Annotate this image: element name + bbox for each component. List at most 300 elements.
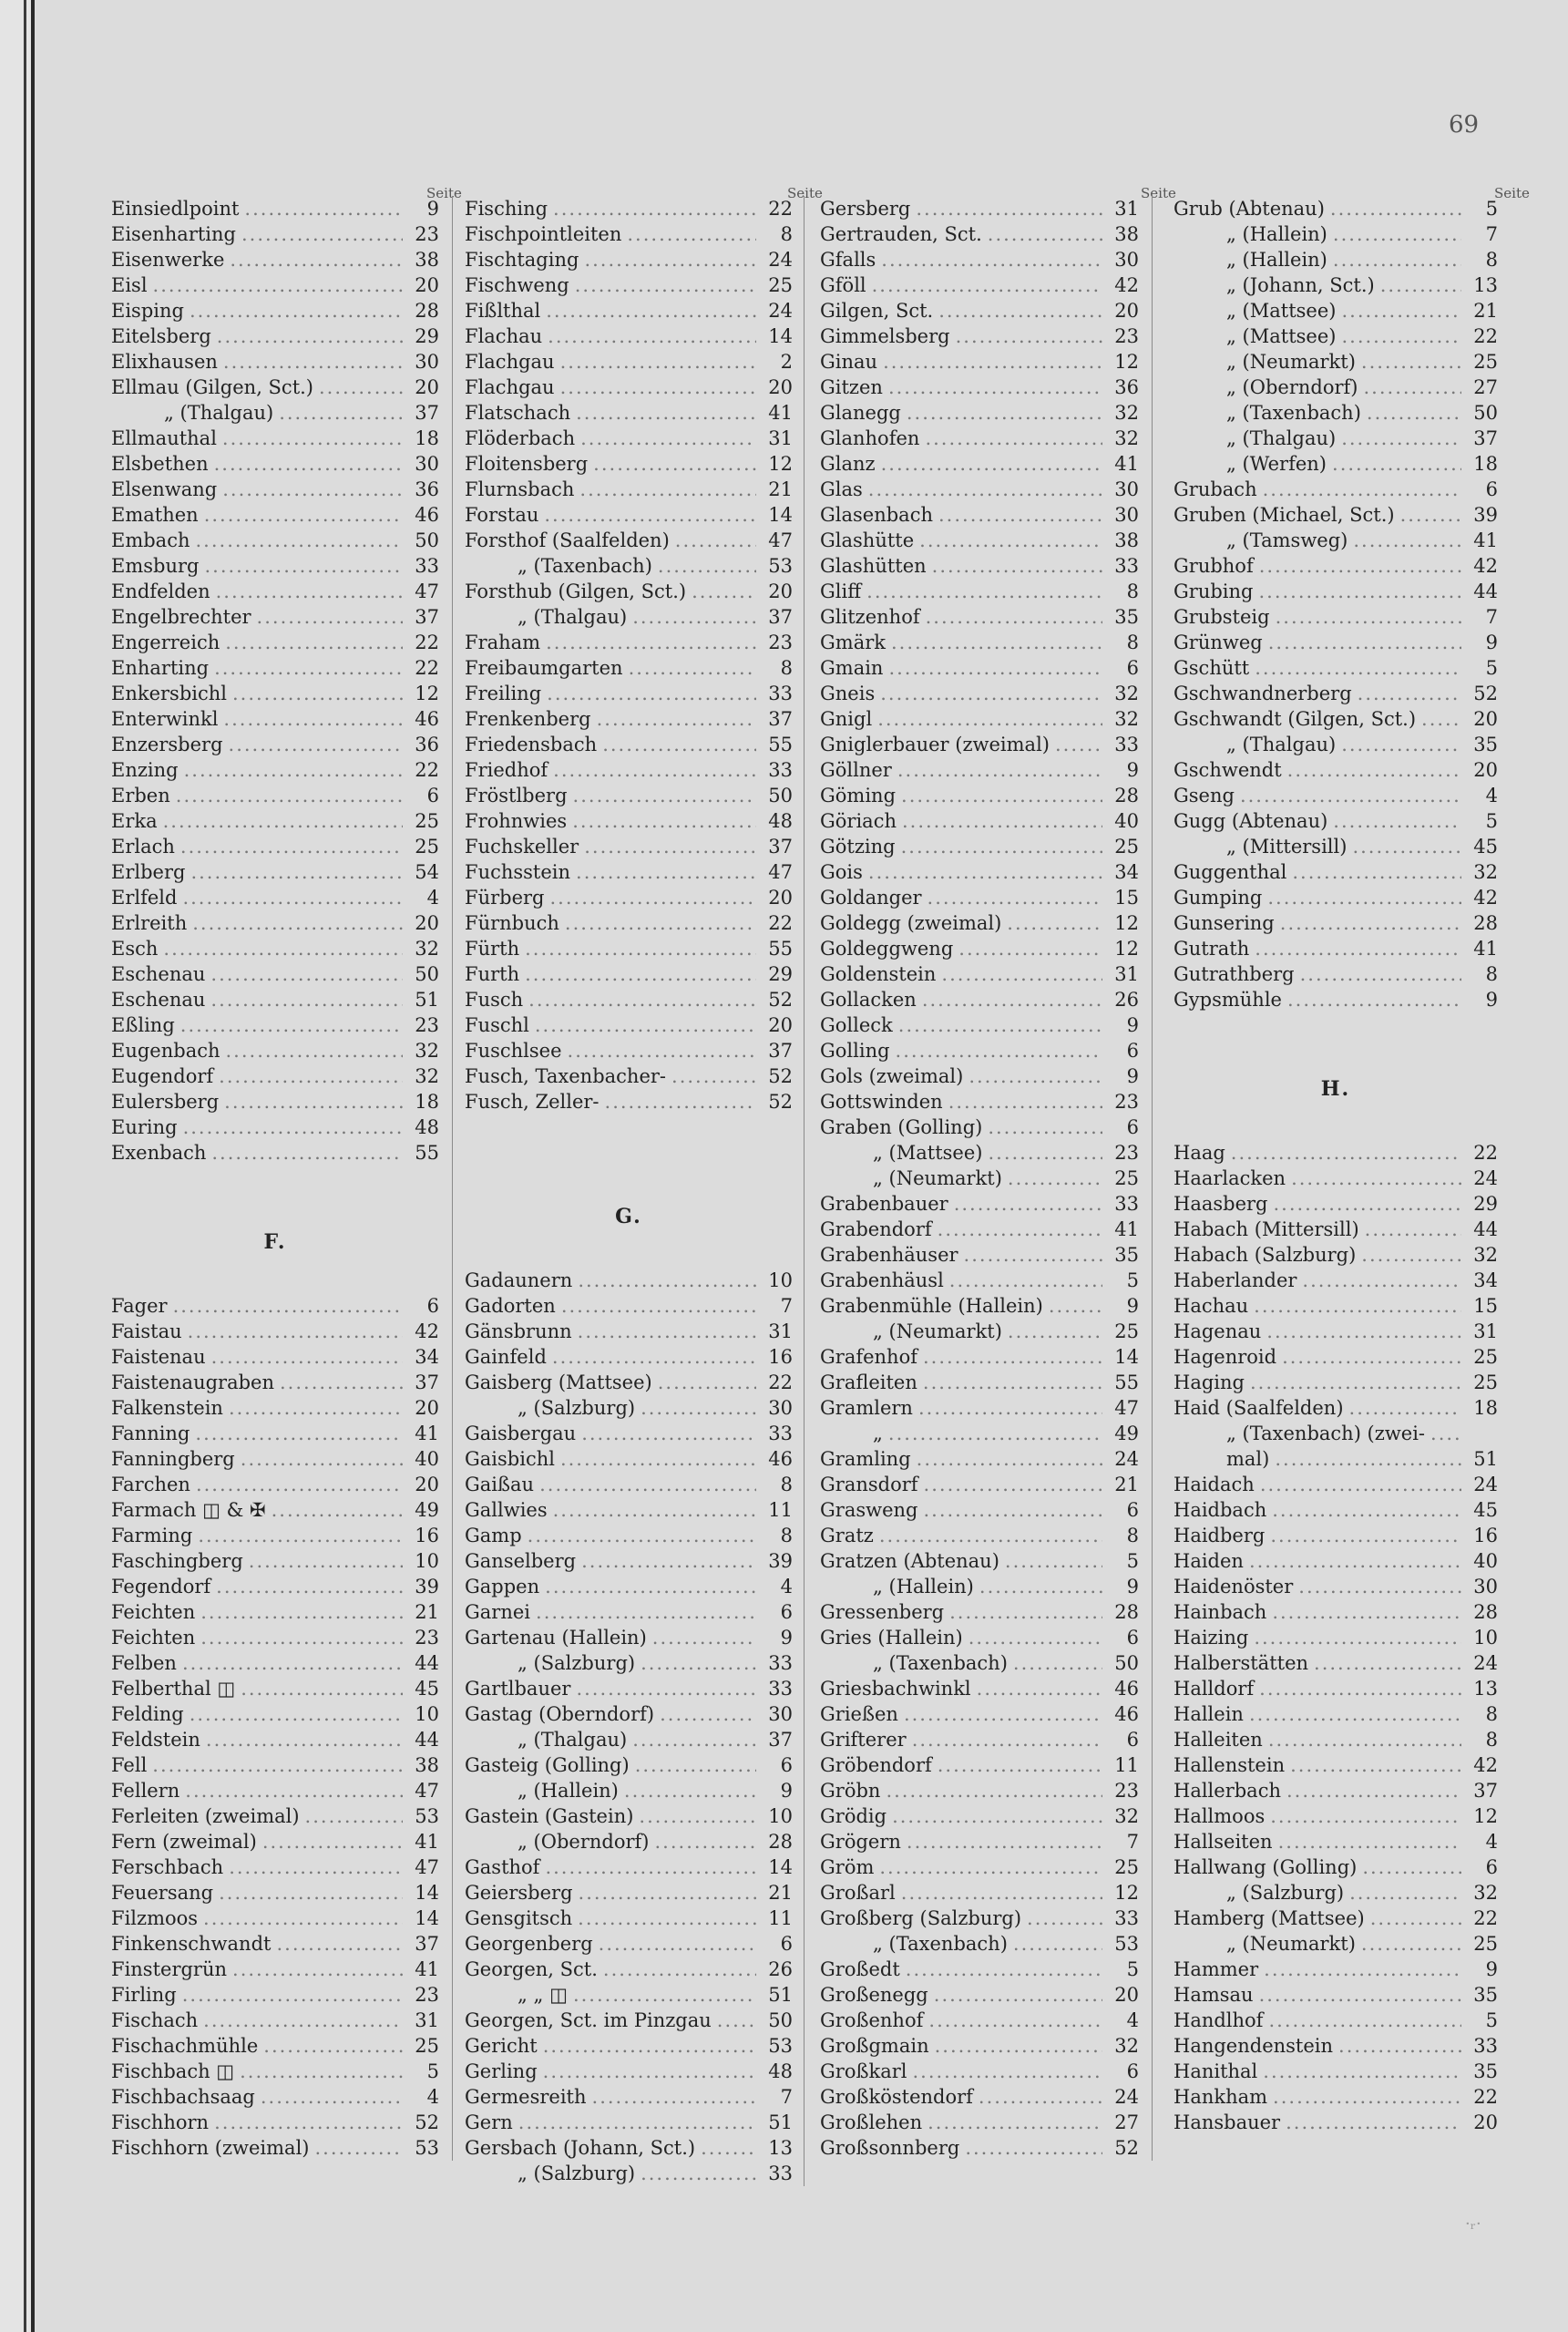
- place-name: Haasberg: [1173, 1193, 1268, 1215]
- index-entry: [1173, 1523, 1498, 1548]
- page-reference: 28: [768, 1831, 793, 1853]
- page-reference: 7: [1126, 1831, 1139, 1853]
- index-entry: [111, 196, 439, 221]
- place-name: „ (Oberndorf): [518, 1831, 650, 1853]
- leader-dots: [1361, 1931, 1461, 1957]
- page-reference: 23: [1114, 1142, 1139, 1164]
- page-reference: 53: [768, 555, 793, 577]
- page-reference: 33: [1473, 2035, 1498, 2057]
- place-name: Gertrauden, Sct.: [820, 223, 982, 245]
- leader-dots: [901, 783, 1102, 808]
- page-reference: 20: [415, 376, 439, 398]
- page-reference: 5: [1485, 657, 1498, 679]
- place-name: Hainbach: [1173, 1601, 1267, 1623]
- place-name: Furth: [465, 963, 520, 985]
- page-reference: 20: [768, 1014, 793, 1036]
- index-entry: [111, 1063, 439, 1089]
- place-name: Engelbrechter: [111, 606, 251, 628]
- page-reference: 9: [1485, 989, 1498, 1011]
- place-name: Eugendorf: [111, 1065, 214, 1087]
- place-name: Enzing: [111, 759, 179, 781]
- page-reference: 6: [1126, 657, 1139, 679]
- leader-dots: [912, 1727, 1102, 1752]
- place-name: Gypsmühle: [1173, 989, 1282, 1011]
- leader-dots: [1008, 1166, 1102, 1191]
- leader-dots: [548, 324, 756, 349]
- leader-dots: [1314, 1650, 1461, 1676]
- index-entry: [1173, 1268, 1498, 1293]
- leader-dots: [1338, 2033, 1461, 2059]
- page-reference: 6: [1485, 478, 1498, 500]
- place-name: Endfelden: [111, 580, 210, 602]
- page-reference: 44: [415, 1729, 439, 1751]
- index-entry: [1173, 655, 1498, 681]
- index-entry: [820, 1115, 1139, 1140]
- place-name: Hallerbach: [1173, 1780, 1281, 1802]
- page-reference: 41: [1114, 1218, 1139, 1240]
- leader-dots: [888, 655, 1102, 681]
- place-name: Goldegg (zweimal): [820, 912, 1002, 934]
- index-entry: [1173, 1931, 1498, 1957]
- index-entry: [1173, 477, 1498, 502]
- index-entry: [820, 579, 1139, 604]
- place-name: Großköstendorf: [820, 2086, 973, 2108]
- page-reference: 6: [1126, 1040, 1139, 1062]
- leader-dots: [1333, 221, 1461, 247]
- index-column-2: [465, 196, 804, 2186]
- page-reference: 6: [1126, 1627, 1139, 1649]
- page-reference: 32: [1114, 427, 1139, 449]
- index-entry: [820, 1191, 1139, 1217]
- place-name: Feuersang: [111, 1882, 214, 1904]
- index-entry: [820, 1038, 1139, 1063]
- place-name: Gersberg: [820, 198, 911, 220]
- page-reference: 33: [768, 759, 793, 781]
- index-entry: [820, 375, 1139, 400]
- index-entry: [465, 1599, 793, 1625]
- index-entry: [820, 1012, 1139, 1038]
- page-reference: 9: [780, 1627, 793, 1649]
- index-entry: [111, 1089, 439, 1115]
- place-name: Goldanger: [820, 887, 922, 909]
- index-entry: [1173, 910, 1498, 936]
- leader-dots: [1332, 451, 1461, 477]
- place-name: Flöderbach: [465, 427, 576, 449]
- page-reference: 46: [1114, 1703, 1139, 1725]
- place-name: Ferschbach: [111, 1856, 224, 1878]
- page-reference: 39: [1473, 504, 1498, 526]
- page-reference: 8: [780, 657, 793, 679]
- page-reference: 10: [768, 1805, 793, 1827]
- index-entry: [111, 757, 439, 783]
- index-entry: [111, 910, 439, 936]
- place-name: Göriach: [820, 810, 897, 832]
- index-entry: [1173, 1625, 1498, 1650]
- page-reference: 35: [1114, 606, 1139, 628]
- place-name: Guggenthal: [1173, 861, 1287, 883]
- page-reference: 48: [415, 1116, 439, 1138]
- place-name: Hamberg (Mattsee): [1173, 1907, 1365, 1929]
- page-reference: 12: [1114, 912, 1139, 934]
- index-entry: [820, 1906, 1139, 1931]
- place-name: Haidenöster: [1173, 1576, 1294, 1597]
- page-reference: 23: [768, 632, 793, 653]
- index-entry: [820, 1829, 1139, 1854]
- page-reference: 16: [415, 1525, 439, 1546]
- leader-dots: [948, 1089, 1102, 1115]
- index-entry: [820, 808, 1139, 834]
- leader-dots: [916, 196, 1102, 221]
- page-reference: 35: [1114, 1244, 1139, 1266]
- index-entry: [465, 1727, 793, 1752]
- index-entry: [111, 502, 439, 528]
- page-reference: 12: [768, 453, 793, 475]
- leader-dots: [1362, 1854, 1461, 1880]
- page-reference: 44: [415, 1652, 439, 1674]
- place-name: Gseng: [1173, 785, 1235, 806]
- index-entry: [465, 1752, 793, 1778]
- index-entry: [111, 1854, 439, 1880]
- leader-dots: [1298, 1574, 1461, 1599]
- leader-dots: [949, 1268, 1102, 1293]
- index-entry: [465, 604, 793, 630]
- page-reference: 5: [1485, 198, 1498, 220]
- page-reference: 20: [415, 1397, 439, 1419]
- place-name: Fischbachsaag: [111, 2086, 255, 2108]
- leader-dots: [1270, 1523, 1461, 1548]
- page-reference: 37: [415, 1371, 439, 1393]
- place-name: Enterwinkl: [111, 708, 219, 730]
- page-reference: 14: [415, 1882, 439, 1904]
- page-reference: 33: [768, 1678, 793, 1700]
- place-name: Gaisbichl: [465, 1448, 555, 1470]
- page-reference: 42: [1114, 274, 1139, 296]
- index-entry: [111, 1599, 439, 1625]
- place-name: Felberthal ◫: [111, 1678, 236, 1700]
- place-name: Gänsbrunn: [465, 1320, 572, 1342]
- place-name: „ (Mattsee): [873, 1142, 983, 1164]
- page-reference: 25: [1114, 1320, 1139, 1342]
- leader-dots: [938, 502, 1102, 528]
- leader-dots: [641, 2161, 756, 2186]
- index-entry: [820, 1880, 1139, 1906]
- page-reference: 29: [1473, 1193, 1498, 1215]
- leader-dots: [211, 1344, 403, 1370]
- place-name: Hagenroid: [1173, 1346, 1277, 1368]
- page-reference: 5: [1126, 1269, 1139, 1291]
- place-name: Halldorf: [1173, 1678, 1255, 1700]
- page-reference: 40: [1114, 810, 1139, 832]
- leader-dots: [518, 2110, 756, 2135]
- leader-dots: [968, 1063, 1102, 1089]
- place-name: „ (Tamsweg): [1226, 529, 1348, 551]
- leader-dots: [1365, 1217, 1461, 1242]
- page-reference: 18: [415, 427, 439, 449]
- page-reference: 47: [415, 1856, 439, 1878]
- page-reference: 33: [1114, 555, 1139, 577]
- index-entry: [820, 1574, 1139, 1599]
- page-reference: 22: [415, 759, 439, 781]
- page-reference: 4: [780, 1576, 793, 1597]
- index-entry: [465, 272, 793, 298]
- leader-dots: [956, 324, 1102, 349]
- section-letter-heading: F.: [263, 1230, 287, 1254]
- leader-dots: [1361, 349, 1461, 375]
- leader-dots: [968, 1625, 1102, 1650]
- page-reference: 38: [415, 1754, 439, 1776]
- page-reference: 28: [1473, 912, 1498, 934]
- page-reference: 37: [415, 1933, 439, 1955]
- place-name: Fischhorn (zweimal): [111, 2137, 310, 2159]
- leader-dots: [892, 1803, 1102, 1829]
- page-reference: 51: [768, 1984, 793, 2006]
- page-reference: 50: [1473, 402, 1498, 424]
- place-name: Fuchskeller: [465, 836, 579, 858]
- place-name: Gasthof: [465, 1856, 540, 1878]
- index-entry: [111, 324, 439, 349]
- place-name: Gumping: [1173, 887, 1263, 909]
- index-entry: [465, 910, 793, 936]
- leader-dots: [232, 1957, 403, 1982]
- place-name: „ (Neumarkt): [873, 1167, 1002, 1189]
- place-name: „ (Taxenbach): [873, 1933, 1008, 1955]
- leader-dots: [173, 1293, 403, 1319]
- leader-dots: [639, 1803, 756, 1829]
- leader-dots: [1255, 655, 1461, 681]
- index-entry: [111, 528, 439, 553]
- place-name: Gramling: [820, 1448, 911, 1470]
- place-name: Emsburg: [111, 555, 200, 577]
- page-reference: 28: [1114, 1601, 1139, 1623]
- page-reference: 9: [780, 1780, 793, 1802]
- page-reference: 9: [426, 198, 439, 220]
- leader-dots: [1231, 1140, 1461, 1166]
- page-reference: 55: [768, 734, 793, 755]
- leader-dots: [1259, 1676, 1461, 1701]
- index-entry: [465, 1395, 793, 1421]
- page-reference: 41: [1473, 529, 1498, 551]
- index-entry: [1173, 885, 1498, 910]
- leader-dots: [927, 885, 1102, 910]
- page-reference: 21: [768, 478, 793, 500]
- page-reference: 22: [1473, 1907, 1498, 1929]
- blank-line: [111, 1166, 439, 1191]
- place-name: „ (Johann, Sct.): [1226, 274, 1375, 296]
- index-entry: [111, 630, 439, 655]
- leader-dots: [1341, 324, 1461, 349]
- index-entry: [111, 732, 439, 757]
- leader-dots: [525, 961, 756, 987]
- page-reference: 12: [1114, 1882, 1139, 1904]
- index-entry: [465, 375, 793, 400]
- place-name: Gressenberg: [820, 1601, 945, 1623]
- page-reference: 8: [1485, 1703, 1498, 1725]
- index-entry: [465, 1574, 793, 1599]
- leader-dots: [1049, 1293, 1102, 1319]
- place-name: Gramlern: [820, 1397, 913, 1419]
- leader-dots: [592, 2084, 756, 2110]
- index-entry: [1173, 681, 1498, 706]
- place-name: „ (Mattsee): [1226, 300, 1337, 322]
- place-name: Götzing: [820, 836, 896, 858]
- leader-dots: [692, 579, 756, 604]
- leader-dots: [1272, 1497, 1461, 1523]
- index-entry: [820, 1548, 1139, 1574]
- leader-dots: [203, 2008, 403, 2033]
- leader-dots: [1287, 987, 1461, 1012]
- leader-dots: [553, 196, 756, 221]
- leader-dots: [1302, 1268, 1461, 1293]
- place-name: Fegendorf: [111, 1576, 211, 1597]
- index-entry: [820, 196, 1139, 221]
- leader-dots: [641, 1650, 756, 1676]
- index-entry: [465, 2033, 793, 2059]
- place-name: Gneis: [820, 683, 876, 704]
- leader-dots: [1240, 783, 1461, 808]
- place-name: „ (Thalgau): [1226, 427, 1337, 449]
- leader-dots: [1341, 298, 1461, 324]
- index-entry: [111, 2084, 439, 2110]
- page-reference: 50: [1114, 1652, 1139, 1674]
- index-entry: [465, 1854, 793, 1880]
- place-name: Exenbach: [111, 1142, 207, 1164]
- page-reference: 10: [768, 1269, 793, 1291]
- place-name: Flurnsbach: [465, 478, 575, 500]
- page-reference: 6: [1485, 1856, 1498, 1878]
- page-reference: 42: [1473, 887, 1498, 909]
- page-reference: 32: [1473, 1244, 1498, 1266]
- leader-dots: [210, 987, 403, 1012]
- index-entry: [1173, 426, 1498, 451]
- page-reference: 48: [768, 2060, 793, 2082]
- leader-dots: [1027, 1906, 1102, 1931]
- page-reference: 8: [1126, 632, 1139, 653]
- page-reference: 53: [415, 2137, 439, 2159]
- index-entry: [111, 1625, 439, 1650]
- leader-dots: [163, 936, 403, 961]
- leader-dots: [1273, 1191, 1461, 1217]
- index-entry: [1173, 1650, 1498, 1676]
- place-name: Großenhof: [820, 2009, 924, 2031]
- index-entry: [465, 1370, 793, 1395]
- place-name: Hansbauer: [1173, 2111, 1281, 2133]
- page-reference: 53: [415, 1805, 439, 1827]
- place-name: Fisching: [465, 198, 548, 220]
- place-name: Georgenberg: [465, 1933, 593, 1955]
- index-entry: [1173, 324, 1498, 349]
- place-name: Grabenmühle (Hallein): [820, 1295, 1043, 1317]
- index-entry: [1173, 987, 1498, 1012]
- index-entry: [820, 630, 1139, 655]
- page-reference: 52: [768, 1091, 793, 1113]
- index-entry: [111, 375, 439, 400]
- place-name: Finstergrün: [111, 1958, 228, 1980]
- index-entry: [465, 1803, 793, 1829]
- place-name: Fischbach ◫: [111, 2060, 235, 2082]
- leader-dots: [1263, 477, 1461, 502]
- index-entry: [1173, 349, 1498, 375]
- page-reference: 55: [415, 1142, 439, 1164]
- leader-dots: [1361, 1242, 1461, 1268]
- leader-dots: [1341, 732, 1461, 757]
- place-name: „ (Mattsee): [1226, 325, 1337, 347]
- index-entry: [1173, 272, 1498, 298]
- place-name: Grabenbauer: [820, 1193, 948, 1215]
- leader-dots: [879, 1523, 1102, 1548]
- index-entry: [820, 400, 1139, 426]
- index-entry: [1173, 1472, 1498, 1497]
- place-name: Goldeggweng: [820, 938, 954, 960]
- leader-dots: [536, 1599, 756, 1625]
- page-reference: 32: [415, 1040, 439, 1062]
- leader-dots: [241, 221, 403, 247]
- leader-dots: [1341, 426, 1461, 451]
- leader-dots: [241, 1446, 403, 1472]
- page-reference: 14: [1114, 1346, 1139, 1368]
- place-name: „ (Hallein): [1226, 223, 1327, 245]
- place-name: Flatschach: [465, 402, 571, 424]
- leader-dots: [964, 1242, 1102, 1268]
- place-name: Fern (zweimal): [111, 1831, 257, 1853]
- place-name: Fischtaging: [465, 249, 579, 271]
- index-entry: [111, 1931, 439, 1957]
- index-entry: [820, 2008, 1139, 2033]
- page-reference: 45: [415, 1678, 439, 1700]
- place-name: Felben: [111, 1652, 177, 1674]
- page-reference: 25: [1473, 1371, 1498, 1393]
- index-entry: [1173, 1446, 1498, 1472]
- place-name: Farmach ◫ & ✠: [111, 1499, 266, 1521]
- page-reference: 11: [768, 1499, 793, 1521]
- page-reference: 41: [415, 1423, 439, 1444]
- index-entry: [111, 221, 439, 247]
- index-entry: [111, 1370, 439, 1395]
- place-name: Grabenhäusl: [820, 1269, 944, 1291]
- index-entry: [111, 936, 439, 961]
- index-entry: [820, 1650, 1139, 1676]
- page-reference: 49: [1114, 1423, 1139, 1444]
- place-name: Griesbachwinkl: [820, 1678, 971, 1700]
- place-name: Gericht: [465, 2035, 538, 2057]
- index-entry: [1173, 2033, 1498, 2059]
- index-entry: [111, 1880, 439, 1906]
- page-reference: 37: [768, 708, 793, 730]
- leader-dots: [261, 2084, 403, 2110]
- index-entry: [111, 1752, 439, 1778]
- index-entry: [1173, 451, 1498, 477]
- index-entry: [111, 808, 439, 834]
- place-name: Flachgau: [465, 351, 555, 373]
- leader-dots: [1260, 1472, 1461, 1497]
- place-name: Fischpointleiten: [465, 223, 622, 245]
- place-name: Feichten: [111, 1627, 196, 1649]
- index-entry: [111, 1472, 439, 1497]
- leader-dots: [152, 1752, 403, 1778]
- page-reference: 36: [1114, 376, 1139, 398]
- index-entry: [1173, 706, 1498, 732]
- page-reference: 53: [1114, 1933, 1139, 1955]
- page-reference: 10: [1473, 1627, 1498, 1649]
- leader-dots: [163, 808, 403, 834]
- place-name: Gern: [465, 2111, 513, 2133]
- index-entry: [111, 1957, 439, 1982]
- page-reference: 21: [1114, 1474, 1139, 1495]
- leader-dots: [539, 1472, 756, 1497]
- leader-dots: [877, 706, 1102, 732]
- place-name: Haarlacken: [1173, 1167, 1286, 1189]
- leader-dots: [923, 1370, 1102, 1395]
- column-header-seite: Seite: [1494, 185, 1530, 201]
